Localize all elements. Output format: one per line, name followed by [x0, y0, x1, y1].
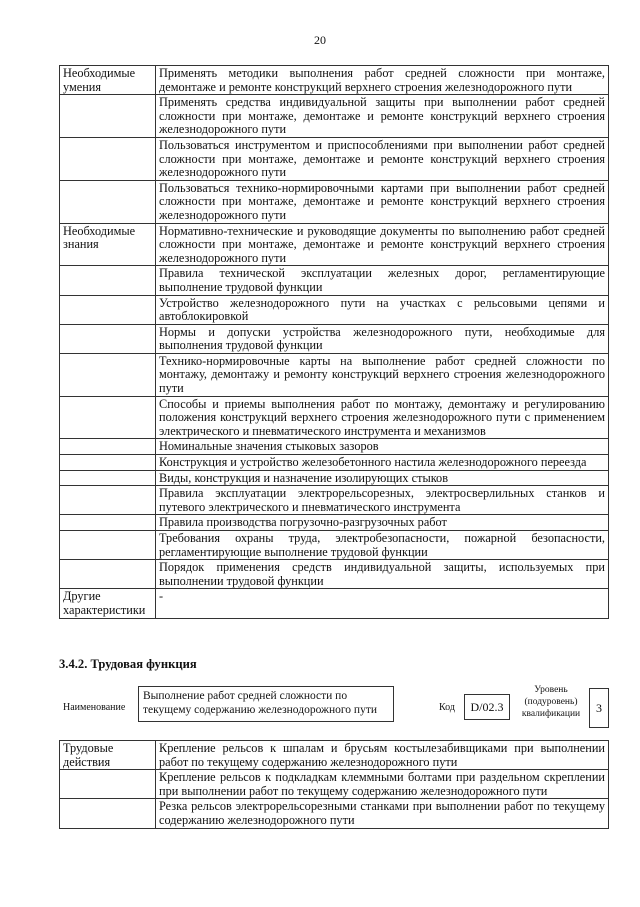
function-name-label: Наименование [63, 702, 126, 713]
knowledge-item: Нормы и допуски устройства железнодорожного пути, необходимые для выполнения трудовой функции [156, 324, 609, 353]
table-row [60, 799, 609, 828]
function-level-label: Уровень (подуровень) квалификации [521, 685, 581, 719]
page-number: 20 [314, 33, 326, 47]
function-code-label: Код [439, 702, 455, 713]
table-row [60, 295, 609, 324]
table-row [60, 439, 609, 455]
other-label: Другие характеристики [60, 589, 156, 618]
skills-label: Необходимые умения [60, 66, 156, 95]
function-level: 3 [589, 688, 609, 728]
actions-label: Трудовые действия [60, 741, 156, 770]
action-item: Крепление рельсов к подкладкам клеммными болтами при раздельном скреплении при выполнении работ по текущему содержанию железнодорожного пути [156, 770, 609, 799]
knowledge-item: Нормативно-технические и руководящие документы по выполнению работ средней сложности при монтаже, демонтаже и ремонте конструкций верхнего строения железнодорожного пути [156, 223, 609, 266]
table-row [60, 589, 609, 618]
knowledge-item: Порядок применения средств индивидуальной защиты, используемых при выполнении трудовой функции [156, 560, 609, 589]
knowledge-item: Требования охраны труда, электробезопасности, пожарной безопасности, регламентирующие выполнение трудовой функции [156, 531, 609, 560]
table-row [60, 223, 609, 266]
skill-item: Пользоваться инструментом и приспособлениями при выполнении работ средней сложности при монтаже, демонтаже и ремонте конструкций верхнего строения железнодорожного пути [156, 137, 609, 180]
action-item: Резка рельсов электрорельсорезными станками при выполнении работ по текущему содержанию железнодорожного пути [156, 799, 609, 828]
table-row [60, 486, 609, 515]
table-row [60, 66, 609, 95]
function-header [59, 684, 614, 732]
knowledge-label: Необходимые знания [60, 223, 156, 266]
knowledge-item: Виды, конструкция и назначение изолирующих стыков [156, 470, 609, 486]
section-title: 3.4.2. Трудовая функция [59, 657, 197, 671]
knowledge-item: Технико-нормировочные карты на выполнение работ средней сложности по монтажу, демонтажу и ремонту конструкций верхнего строения железнодорожного пути [156, 353, 609, 396]
knowledge-item: Номинальные значения стыковых зазоров [156, 439, 609, 455]
knowledge-item: Устройство железнодорожного пути на участках с рельсовыми цепями и автоблокировкой [156, 295, 609, 324]
table-row [60, 137, 609, 180]
knowledge-item: Правила производства погрузочно-разгрузочных работ [156, 515, 609, 531]
knowledge-item: Способы и приемы выполнения работ по монтажу, демонтажу и регулированию положения конструкций верхнего строения железнодорожного пути с применением электрического и пневматического инструмента и механизмов [156, 396, 609, 439]
action-item: Крепление рельсов к шпалам и брусьям костылезабивщиками при выполнении работ по текущему содержанию железнодорожного пути [156, 741, 609, 770]
skill-item: Применять методики выполнения работ средней сложности при монтаже, демонтаже и ремонте конструкций верхнего строения железнодорожного пути [156, 66, 609, 95]
table-row [60, 531, 609, 560]
knowledge-item: Правила эксплуатации электрорельсорезных, электросверлильных станков и путевого электрического и пневматического инструмента [156, 486, 609, 515]
table-row [60, 180, 609, 223]
knowledge-item: Правила технической эксплуатации железных дорог, регламентирующие выполнение трудовой функции [156, 266, 609, 295]
table-row [60, 455, 609, 471]
table-row [60, 95, 609, 138]
skill-item: Применять средства индивидуальной защиты при выполнении работ средней сложности при монтаже, демонтаже и ремонте конструкций верхнего строения железнодорожного пути [156, 95, 609, 138]
table-row [60, 470, 609, 486]
table-row [60, 770, 609, 799]
table-row [60, 396, 609, 439]
table-row [60, 515, 609, 531]
actions-table [59, 740, 609, 829]
function-name: Выполнение работ средней сложности по текущему содержанию железнодорожного пути [138, 686, 394, 722]
skill-item: Пользоваться технико-нормировочными картами при выполнении работ средней сложности при монтаже, демонтаже и ремонте конструкций верхнего строения железнодорожного пути [156, 180, 609, 223]
table-row [60, 353, 609, 396]
table-row [60, 560, 609, 589]
requirements-table [59, 65, 609, 619]
other-value: - [156, 589, 609, 618]
table-row [60, 266, 609, 295]
table-row [60, 324, 609, 353]
table-row [60, 741, 609, 770]
knowledge-item: Конструкция и устройство железобетонного настила железнодорожного переезда [156, 455, 609, 471]
function-code: D/02.3 [464, 694, 510, 720]
